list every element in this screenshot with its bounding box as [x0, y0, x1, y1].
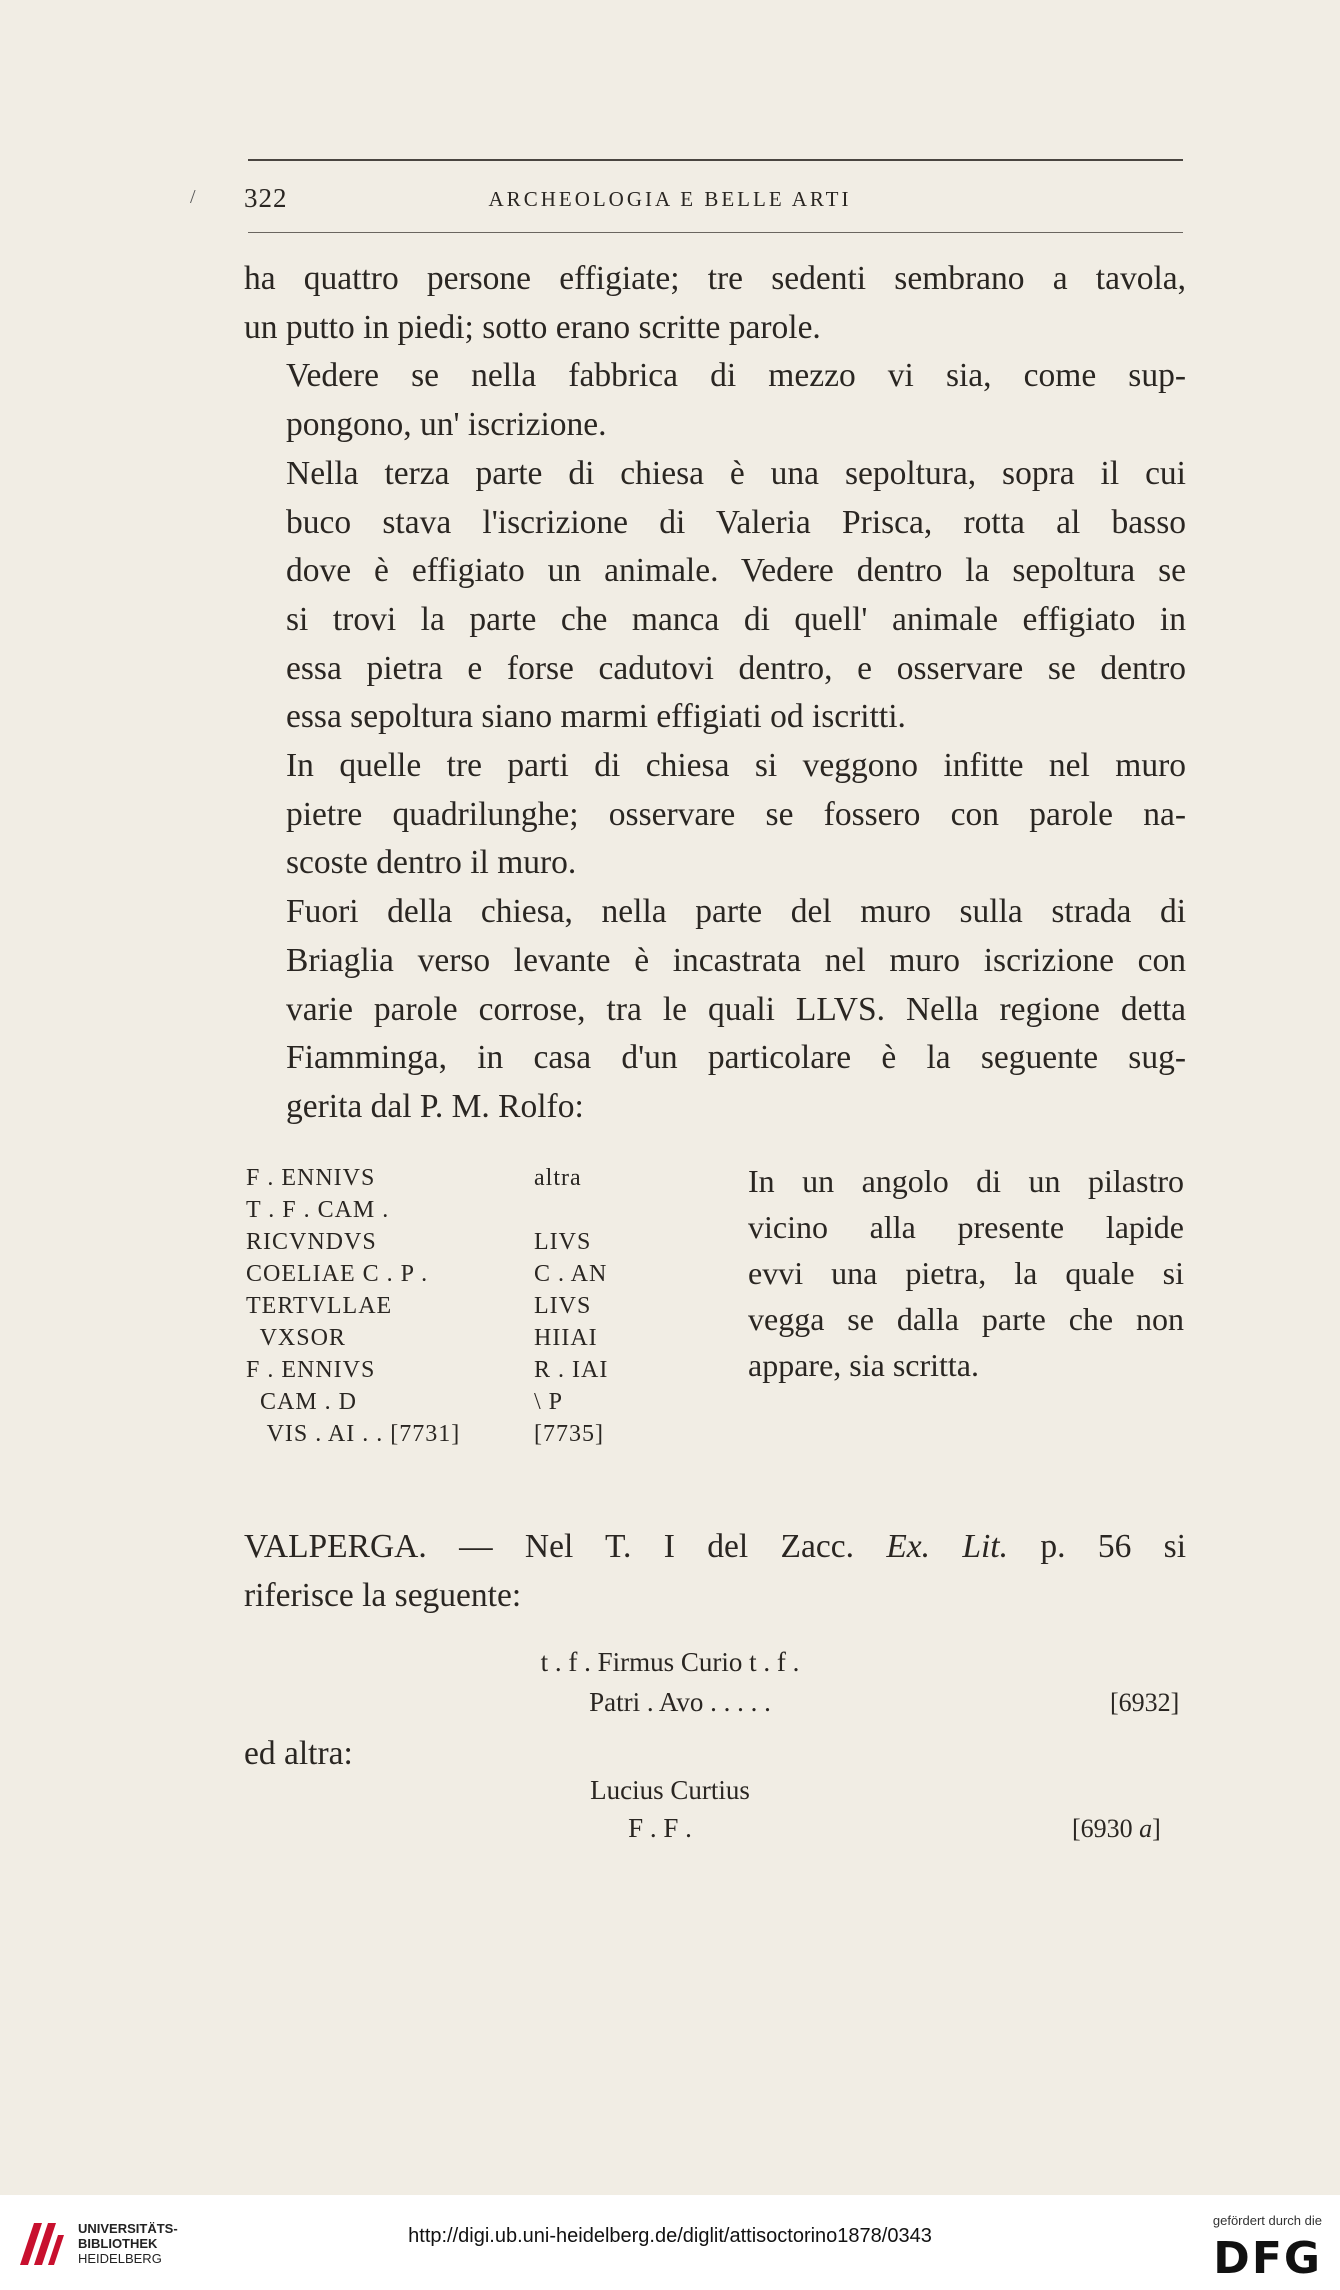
page-number: 322 — [244, 183, 288, 213]
firmus-inscription-line-2: Patri . Avo . . . . . — [589, 1687, 771, 1717]
text-line: pietre quadrilunghe; osservare se fossero con parole na- — [286, 795, 1186, 833]
side-note-line: vegga se dalla parte che non — [748, 1301, 1184, 1337]
side-note-line: vicino alla presente lapide — [748, 1209, 1184, 1245]
side-note-line: evvi una pietra, la quale si — [748, 1255, 1184, 1291]
inscription-line: C . AN — [534, 1261, 608, 1287]
inscription-line: \ P — [534, 1389, 564, 1415]
text-line: In quelle tre parti di chiesa si veggono infitte nel muro — [286, 747, 1186, 785]
paragraph — [244, 742, 1186, 888]
side-note — [748, 1158, 1184, 1388]
text-line: ha quattro persone effigiate; tre sedenti sembrano a tavola, — [244, 260, 1186, 297]
valperga-citation: Ex. Lit. — [886, 1528, 1008, 1565]
inscription-line: LIVS — [534, 1229, 592, 1255]
inscription-7735 — [534, 1162, 608, 1450]
paragraph — [244, 450, 1186, 742]
curtius-reference: [6930 a] — [1072, 1814, 1161, 1843]
text-line: essa sepoltura siano marmi effigiati od iscritti. — [286, 698, 906, 736]
curtius-inscription-line-1: Lucius Curtius — [590, 1775, 750, 1805]
library-name: UNIVERSITÄTS- BIBLIOTHEK HEIDELBERG — [78, 2221, 178, 2266]
side-note-line: appare, sia scritta. — [748, 1347, 979, 1383]
text-line: Fiamminga, in casa d'un particolare è la seguente sug- — [286, 1039, 1186, 1077]
inscription-line: VXSOR — [246, 1325, 346, 1351]
text-line: dove è effigiato un animale. Vedere dentro la sepoltura se — [286, 552, 1186, 590]
inscription-line: F . ENNIVS — [246, 1357, 376, 1383]
inscription-line — [534, 1194, 608, 1226]
inscription-line: TERTVLLAE — [246, 1293, 393, 1319]
text-line: Fuori della chiesa, nella parte del muro sulla strada di — [286, 893, 1186, 931]
text-line: buco stava l'iscrizione di Valeria Prisca, rotta al basso — [286, 503, 1186, 541]
inscription-line: T . F . CAM . — [246, 1197, 390, 1223]
inscription-line: F . ENNIVS — [246, 1165, 376, 1191]
text-line: essa pietra e forse cadutovi dentro, e osservare se dentro — [286, 649, 1186, 687]
inscription-line: R . IAI — [534, 1357, 609, 1383]
text-line: varie parole corrose, tra le quali LLVS. Nella regione detta — [286, 990, 1186, 1028]
text-line: un putto in piedi; sotto erano scritte parole. — [244, 308, 821, 346]
inscription-line: HIIAI — [534, 1325, 598, 1351]
side-note-line: In un angolo di un pilastro — [748, 1163, 1184, 1199]
text-line: si trovi la parte che manca di quell' animale effigiato in — [286, 600, 1186, 638]
text-line: Nella terza parte di chiesa è una sepoltura, sopra il cui — [286, 454, 1186, 492]
margin-mark: / — [190, 186, 196, 208]
valperga-line-2: riferisce la seguente: — [244, 1576, 522, 1614]
inscription-line: LIVS — [534, 1293, 592, 1319]
inscription-line: COELIAE C . P . — [246, 1261, 429, 1287]
header-bottom-rule — [248, 232, 1183, 233]
inscription-line: RICVNDVS — [246, 1229, 377, 1255]
paragraph — [244, 352, 1186, 449]
inscription-line: CAM . D — [246, 1389, 358, 1415]
valperga-line-1: VALPERGA. — Nel T. I del Zacc. Ex. Lit. p. 56 si — [244, 1528, 1187, 1565]
dfg-logo: DFG — [1213, 2233, 1322, 2284]
curtius-inscription-line-2: F . F . — [628, 1813, 692, 1843]
text-line: Briaglia verso levante è incastrata nel muro iscrizione con — [286, 941, 1186, 979]
inscription-line: VIS . AI . . [7731] — [246, 1421, 461, 1447]
text-line: scoste dentro il muro. — [286, 844, 577, 882]
paragraph — [244, 255, 1186, 352]
source-url-link[interactable]: http://digi.ub.uni-heidelberg.de/diglit/attisoctorino1878/0343 — [408, 2225, 932, 2247]
header-top-rule — [248, 159, 1183, 161]
inscription-7731 — [246, 1162, 460, 1450]
paragraph — [244, 888, 1186, 1132]
ed-altra: ed altra: — [244, 1735, 353, 1772]
footer-bar — [0, 2195, 1340, 2290]
firmus-reference: [6932] — [1110, 1688, 1180, 1717]
valperga-paragraph — [244, 1523, 1186, 1620]
text-line: gerita dal P. M. Rolfo: — [286, 1087, 584, 1125]
funding-text: gefördert durch die — [1212, 2213, 1322, 2228]
text-line: pongono, un' iscrizione. — [286, 406, 607, 444]
inscription-line: [7735] — [534, 1421, 604, 1447]
text-line: Vedere se nella fabbrica di mezzo vi sia, come sup- — [286, 357, 1186, 395]
body-text — [244, 255, 1186, 1132]
firmus-inscription-line-1: t . f . Firmus Curio t . f . — [540, 1647, 800, 1677]
running-title: ARCHEOLOGIA E BELLE ARTI — [488, 187, 852, 211]
inscription-line: altra — [534, 1165, 582, 1191]
